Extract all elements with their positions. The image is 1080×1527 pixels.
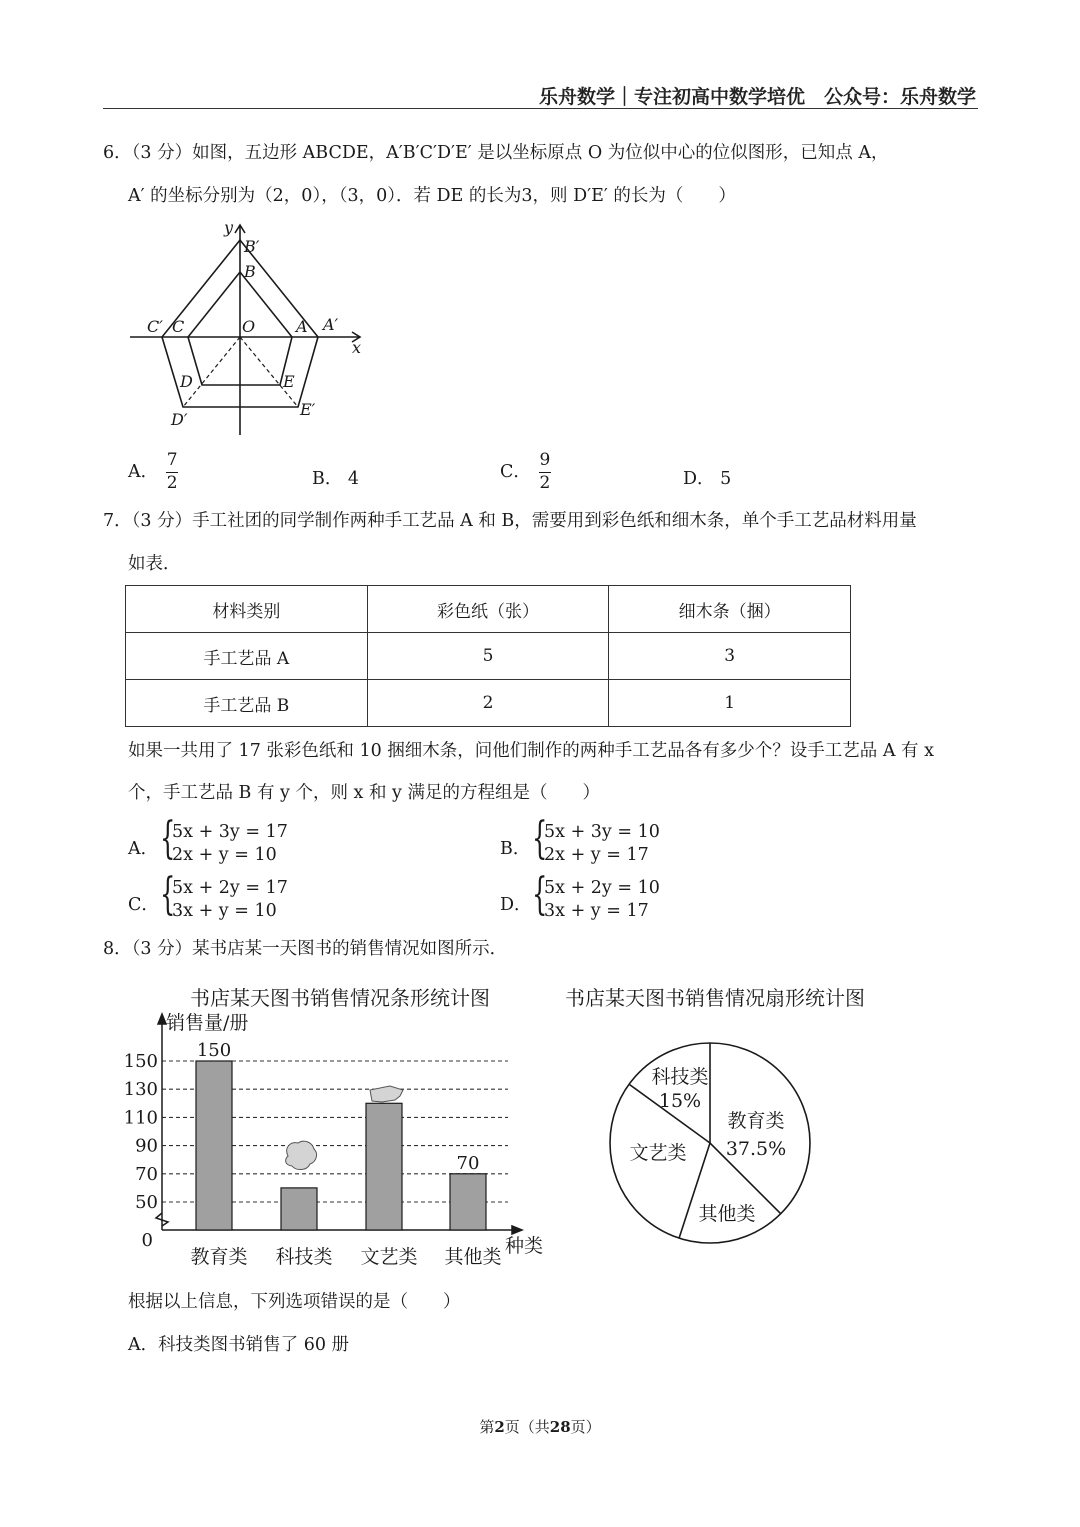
stain-mark	[286, 1141, 317, 1169]
label-d: D	[180, 372, 193, 391]
footer-pre: 第	[479, 1418, 495, 1436]
footer-mid: 页（共	[504, 1418, 550, 1436]
equation: 3x + y = 10	[172, 901, 277, 921]
brace-icon: {	[532, 813, 548, 864]
table-cell: 手工艺品 B	[126, 680, 368, 727]
label-c: C	[172, 317, 185, 336]
label-e-prime: E′	[300, 400, 316, 419]
q7-option-c-label[interactable]: C．	[128, 895, 159, 915]
q6-line1: 6．（3 分）如图，五边形 ABCDE，A′B′C′D′E′ 是以坐标原点 O 为位似中心的位似图形，已知点 A，	[103, 143, 889, 163]
bar-data-label: 150	[196, 1040, 232, 1061]
table-row	[126, 633, 851, 680]
x-axis-title: 种类	[505, 1235, 544, 1257]
table-cell: 3	[609, 633, 851, 680]
label-a: A	[296, 317, 308, 336]
table-header-cell: 材料类别	[126, 586, 368, 633]
bar-y-axis-arrow	[158, 1014, 166, 1024]
page-header: 乐舟数学｜专注初高中数学培优 公众号：乐舟数学	[538, 86, 976, 108]
equation: 5x + 2y = 17	[172, 878, 288, 898]
label-a-prime: A′	[323, 315, 339, 334]
q6-option-a[interactable]	[128, 452, 178, 493]
y-tick-label: 70	[135, 1163, 158, 1185]
q6-option-c-label: C．	[500, 461, 531, 482]
q6-option-c[interactable]	[500, 452, 551, 493]
label-y: y	[224, 220, 234, 237]
y-tick-label: 150	[123, 1051, 158, 1072]
x-category-label: 科技类	[275, 1246, 333, 1268]
frac-num: 7	[166, 450, 178, 470]
q6-option-d[interactable]: D． 5	[683, 469, 732, 489]
pie-slice-label: 科技类	[651, 1066, 709, 1088]
brace-icon: {	[160, 869, 176, 920]
y-tick-label: 110	[123, 1107, 158, 1129]
equation: 2x + y = 17	[544, 845, 649, 865]
bar-data-label: 70	[456, 1152, 480, 1174]
footer-page-number: 2	[494, 1418, 505, 1436]
bar-其他类	[450, 1174, 486, 1230]
y-tick-label: 90	[135, 1135, 158, 1157]
pie-chart-title: 书店某天图书销售情况扇形统计图	[565, 986, 865, 1010]
table-header-cell: 细木条（捆）	[609, 586, 851, 633]
bar-教育类	[196, 1061, 232, 1230]
x-category-label: 其他类	[444, 1246, 502, 1268]
equation: 2x + y = 10	[172, 845, 277, 865]
stain-mark	[370, 1086, 403, 1102]
q6-option-a-label: A．	[128, 461, 159, 482]
bar-文艺类	[366, 1103, 402, 1230]
pie-slice-label: 其他类	[698, 1203, 756, 1225]
footer-post: 页）	[570, 1418, 601, 1436]
q8-after-text: 根据以上信息，下列选项错误的是（ ）	[128, 1292, 461, 1312]
q7-line3: 如果一共用了 17 张彩色纸和 10 捆细木条，问他们制作的两种手工艺品各有多少个？设手工艺品 A 有 x	[128, 741, 934, 761]
page-footer	[0, 1416, 1080, 1437]
table-cell: 手工艺品 A	[126, 633, 368, 680]
equation: 3x + y = 17	[544, 901, 649, 921]
table-cell: 5	[367, 633, 609, 680]
frac-num: 9	[539, 450, 551, 470]
label-o: O	[242, 317, 256, 336]
q7-option-b-label[interactable]: B．	[500, 839, 531, 859]
pie-slice-label: 教育类	[727, 1110, 785, 1132]
label-d-prime: D′	[171, 410, 188, 429]
label-x: x	[352, 338, 362, 357]
table-cell: 1	[609, 680, 851, 727]
q7-line1: 7．（3 分）手工社团的同学制作两种手工艺品 A 和 B，需要用到彩色纸和细木条，单个手工艺品材料用量	[103, 511, 917, 531]
q7-line4: 个，手工艺品 B 有 y 个，则 x 和 y 满足的方程组是（ ）	[128, 783, 601, 803]
fraction-7-2	[166, 452, 178, 493]
bar-x-axis-arrow	[512, 1226, 522, 1234]
frac-den: 2	[539, 472, 551, 493]
q6-pentagon-figure	[120, 220, 380, 445]
label-c-prime: C′	[147, 317, 163, 336]
bar-科技类	[281, 1188, 317, 1230]
label-e: E	[283, 372, 295, 391]
brace-icon: {	[532, 869, 548, 920]
bar-chart	[120, 1008, 560, 1278]
q6-line2: A′ 的坐标分别为（2，0），（3，0）．若 DE 的长为3，则 D′E′ 的长为（ ）	[128, 186, 736, 206]
fraction-9-2	[539, 452, 551, 493]
label-b-prime: B′	[244, 237, 260, 256]
x-category-label: 教育类	[190, 1246, 248, 1268]
bar-chart-title: 书店某天图书销售情况条形统计图	[190, 986, 490, 1010]
pie-slice-label: 文艺类	[629, 1142, 687, 1164]
equation: 5x + 2y = 10	[544, 878, 660, 898]
q7-option-a-label[interactable]: A．	[128, 839, 159, 859]
equation: 5x + 3y = 10	[544, 822, 660, 842]
pie-slice-value: 15%	[658, 1090, 702, 1112]
label-b: B	[244, 262, 256, 281]
q8-option-a[interactable]: A．科技类图书销售了 60 册	[128, 1335, 350, 1355]
equation: 5x + 3y = 17	[172, 822, 288, 842]
footer-total-pages: 28	[549, 1418, 571, 1436]
table-cell: 2	[367, 680, 609, 727]
q7-line2: 如表．	[128, 554, 181, 574]
q8-line1: 8．（3 分）某书店某一天图书的销售情况如图所示．	[103, 939, 508, 959]
brace-icon: {	[160, 813, 176, 864]
y-tick-label: 50	[135, 1192, 158, 1213]
table-header-row	[126, 586, 851, 633]
y-axis-title: 销售量/册	[166, 1012, 249, 1034]
table-row	[126, 680, 851, 727]
material-table	[125, 585, 851, 727]
frac-den: 2	[166, 472, 178, 493]
pie-chart	[600, 1035, 820, 1250]
pie-slice-value: 37.5%	[725, 1138, 787, 1160]
header-divider	[103, 108, 978, 109]
q7-option-d-label[interactable]: D．	[500, 895, 532, 915]
x-category-label: 文艺类	[360, 1246, 418, 1268]
y-tick-label: 130	[123, 1079, 158, 1101]
origin-label: 0	[141, 1230, 153, 1251]
table-header-cell: 彩色纸（张）	[367, 586, 609, 633]
q6-option-b[interactable]: B． 4	[312, 469, 360, 489]
